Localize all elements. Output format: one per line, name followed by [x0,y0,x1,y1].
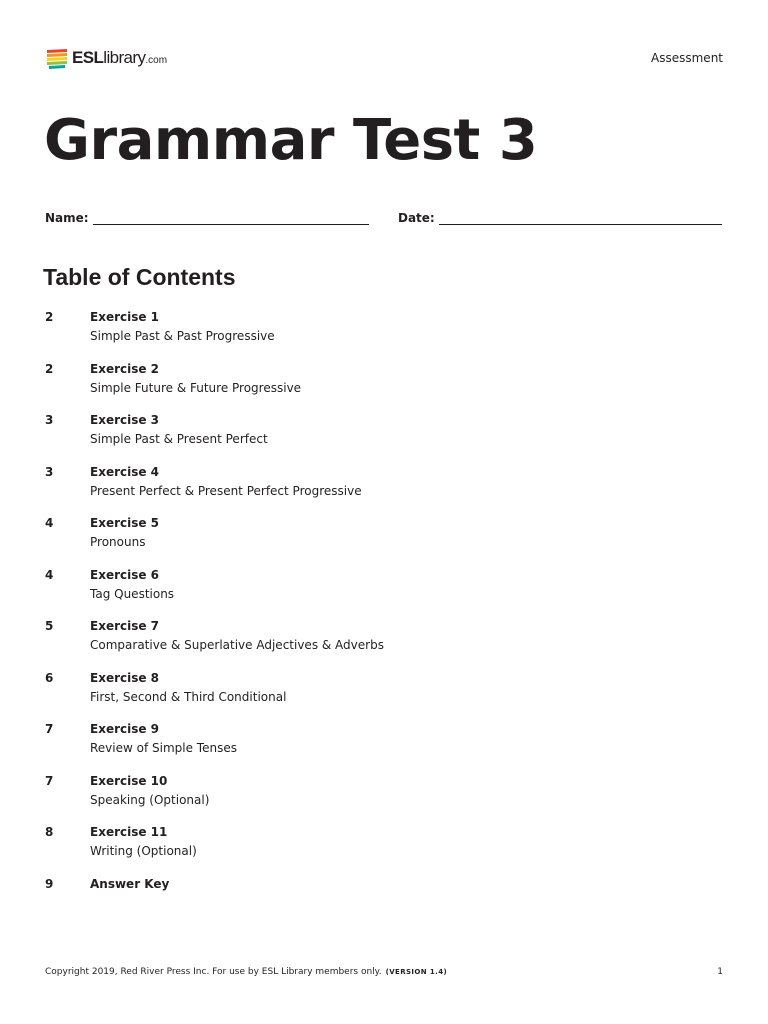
toc-item-subtitle: Simple Past & Present Perfect [90,432,268,446]
page-header [45,44,723,74]
toc-page-number: 3 [45,413,54,427]
toc-item-title: Exercise 10 [90,773,168,788]
toc-item-title: Exercise 2 [90,361,160,376]
logo-brand-suffix: .com [145,55,168,66]
toc-item[interactable] [45,465,605,517]
toc-item-subtitle: Tag Questions [90,586,175,601]
toc-list [45,310,605,928]
logo-brand-bold: ESL [72,48,104,67]
toc-item-subtitle: Writing (Optional) [90,844,197,858]
toc-item-title: Exercise 3 [90,413,160,427]
name-field-line[interactable] [93,211,369,225]
toc-page-number: 8 [45,825,54,839]
document-type-label: Assessment [651,51,723,65]
toc-item-subtitle: Speaking (Optional) [90,792,210,807]
copyright-notice [45,967,447,977]
toc-item[interactable] [45,825,605,877]
toc-item-subtitle: Pronouns [90,535,146,549]
toc-item-title: Answer Key [90,876,170,891]
toc-item[interactable] [45,722,605,774]
toc-page-number: 5 [45,619,54,633]
toc-page-number: 7 [45,773,54,788]
toc-item[interactable] [45,774,605,826]
toc-page-number: 4 [45,516,54,530]
toc-page-number: 2 [45,361,54,376]
toc-item-subtitle: First, Second & Third Conditional [90,689,287,704]
toc-page-number: 6 [45,670,54,685]
toc-item[interactable] [45,671,605,723]
toc-page-number: 4 [45,567,54,582]
version-label: (VERSION 1.4) [385,968,448,976]
toc-page-number: 2 [45,310,54,324]
book-stack-logo-icon [45,46,69,70]
name-field[interactable] [45,211,369,225]
toc-page-number: 7 [45,722,54,736]
toc-item-subtitle: Simple Future & Future Progressive [90,380,302,395]
toc-item[interactable] [45,516,605,568]
toc-item[interactable] [45,413,605,465]
page-number: 1 [717,967,723,977]
toc-item-title: Exercise 11 [90,825,168,839]
toc-page-number: 3 [45,464,54,479]
toc-item[interactable] [45,568,605,620]
copyright-text: Copyright 2019, Red River Press Inc. For use by ESL Library members only. [45,967,382,977]
toc-item[interactable] [45,619,605,671]
logo-wordmark [72,48,167,68]
date-field-line[interactable] [439,211,722,225]
toc-item-subtitle: Comparative & Superlative Adjectives & Adverbs [90,638,384,652]
toc-item-answer-key[interactable] [45,877,605,929]
date-field[interactable] [398,211,722,225]
student-info-fields [45,211,723,229]
toc-item-title: Exercise 6 [90,567,160,582]
name-field-label: Name: [45,211,89,225]
date-field-label: Date: [398,211,435,225]
toc-item-title: Exercise 1 [90,310,160,324]
toc-item-title: Exercise 5 [90,516,160,530]
toc-item-title: Exercise 9 [90,722,160,736]
toc-item-subtitle: Simple Past & Past Progressive [90,329,275,343]
toc-item-subtitle: Review of Simple Tenses [90,741,237,755]
toc-item-subtitle: Present Perfect & Present Perfect Progressive [90,483,362,498]
toc-item-title: Exercise 8 [90,670,160,685]
toc-page-number: 9 [45,876,54,891]
logo-brand-light: library [103,48,146,67]
page-title: Grammar Test 3 [44,108,538,173]
toc-item-title: Exercise 7 [90,619,160,633]
toc-item-title: Exercise 4 [90,464,160,479]
toc-item[interactable] [45,362,605,414]
toc-heading: Table of Contents [43,264,236,290]
esl-library-logo[interactable] [45,44,167,72]
toc-item[interactable] [45,310,605,362]
